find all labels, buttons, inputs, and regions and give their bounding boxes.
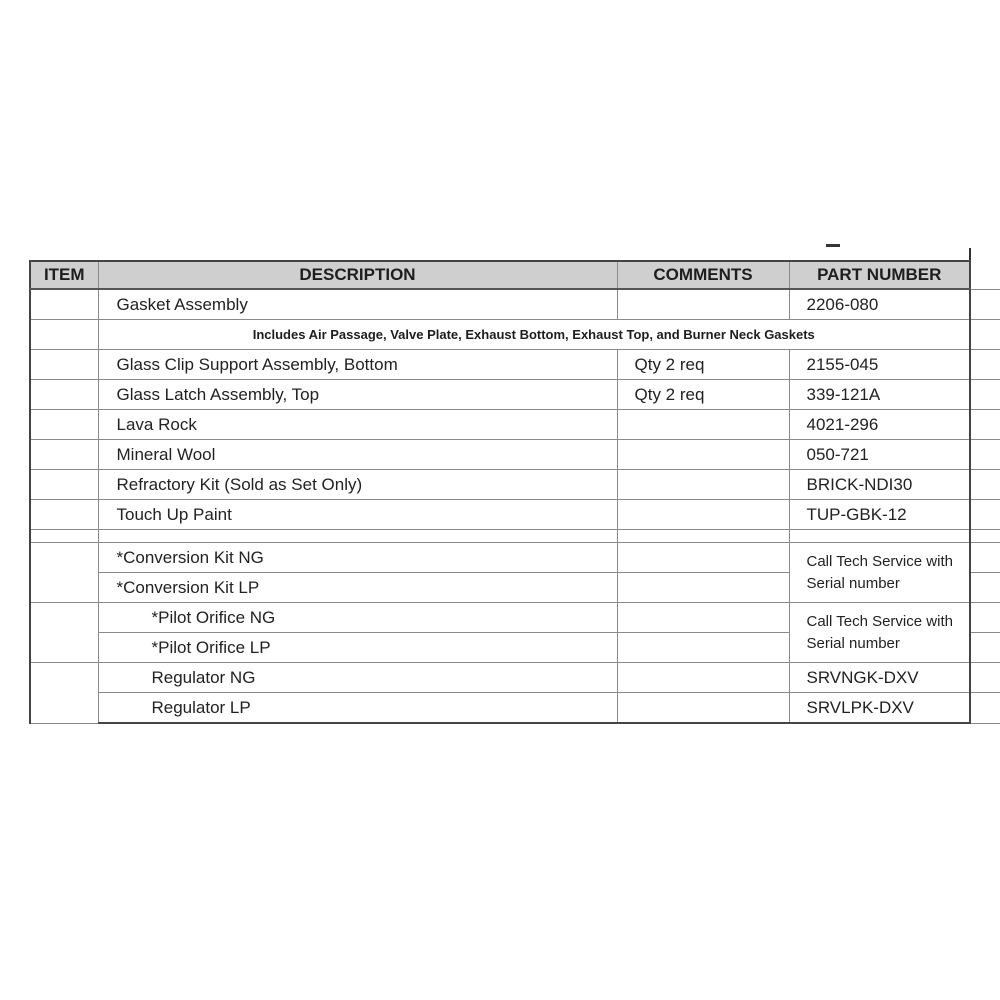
description-cell: *Pilot Orifice NG [98, 603, 617, 633]
header-tick-mark [826, 244, 840, 247]
table-row [30, 693, 1000, 724]
part-number-cell: 2206-080 [789, 289, 970, 320]
description-cell: Refractory Kit (Sold as Set Only) [98, 470, 617, 500]
table-tail-cell [970, 440, 1000, 470]
part-number-column-header: PART NUMBER [789, 261, 970, 289]
comments-cell [617, 693, 789, 724]
table-tail-cell [970, 663, 1000, 693]
table-tail-cell [970, 633, 1000, 663]
description-cell: Mineral Wool [98, 440, 617, 470]
description-cell: Touch Up Paint [98, 500, 617, 530]
item-cell [30, 410, 98, 440]
table-tail-cell [970, 289, 1000, 320]
table-tail-cell [970, 500, 1000, 530]
description-cell: Lava Rock [98, 410, 617, 440]
comments-cell [617, 543, 789, 573]
description-cell: *Conversion Kit LP [98, 573, 617, 603]
spacer-row [30, 530, 1000, 543]
description-cell: *Conversion Kit NG [98, 543, 617, 573]
part-number-cell: 2155-045 [789, 350, 970, 380]
table-row [30, 663, 1000, 693]
comments-cell [617, 410, 789, 440]
description-cell: Gasket Assembly [98, 289, 617, 320]
table-row [30, 350, 1000, 380]
table-row [30, 440, 1000, 470]
item-cell [30, 543, 98, 603]
comments-column-header: COMMENTS [617, 261, 789, 289]
part-number-cell: Call Tech Service with Serial number [789, 543, 970, 603]
comments-cell [617, 663, 789, 693]
description-cell: Regulator NG [98, 663, 617, 693]
gasket-includes-note: Includes Air Passage, Valve Plate, Exhaust Bottom, Exhaust Top, and Burner Neck Gaskets [98, 320, 970, 350]
comments-cell [617, 440, 789, 470]
part-number-cell: 050-721 [789, 440, 970, 470]
item-cell [30, 440, 98, 470]
item-cell [30, 470, 98, 500]
header-row [30, 261, 1000, 289]
table-tail-cell [970, 530, 1000, 543]
table-tail-cell [970, 350, 1000, 380]
table-row [30, 500, 1000, 530]
description-cell: Glass Latch Assembly, Top [98, 380, 617, 410]
part-number-cell: SRVNGK-DXV [789, 663, 970, 693]
part-number-cell: 4021-296 [789, 410, 970, 440]
comments-cell [617, 289, 789, 320]
item-cell [30, 320, 98, 350]
table-row-note [30, 320, 1000, 350]
comments-cell [617, 603, 789, 633]
item-column-header: ITEM [30, 261, 98, 289]
table-tail-cell [970, 693, 1000, 724]
comments-cell [617, 500, 789, 530]
description-column-header: DESCRIPTION [98, 261, 617, 289]
table-tail-cell [970, 320, 1000, 350]
comments-cell [617, 530, 789, 543]
table-tail-cell [970, 380, 1000, 410]
table-row [30, 380, 1000, 410]
table-tail-cell [970, 410, 1000, 440]
description-cell: Glass Clip Support Assembly, Bottom [98, 350, 617, 380]
item-cell [30, 663, 98, 724]
comments-cell [617, 633, 789, 663]
table-tail-cell [970, 573, 1000, 603]
table-row [30, 289, 1000, 320]
table-tail-cell [970, 543, 1000, 573]
table-row [30, 470, 1000, 500]
part-number-cell [789, 530, 970, 543]
item-cell [30, 350, 98, 380]
description-cell [98, 530, 617, 543]
table-row [30, 603, 1000, 633]
table-tail-cell [970, 470, 1000, 500]
part-number-cell: BRICK-NDI30 [789, 470, 970, 500]
table-tail-cell [970, 261, 1000, 289]
comments-cell: Qty 2 req [617, 350, 789, 380]
parts-table [29, 260, 1000, 724]
item-cell [30, 380, 98, 410]
item-cell [30, 603, 98, 663]
part-number-cell: TUP-GBK-12 [789, 500, 970, 530]
description-cell: *Pilot Orifice LP [98, 633, 617, 663]
item-cell [30, 500, 98, 530]
item-cell [30, 289, 98, 320]
table-row [30, 543, 1000, 573]
comments-cell [617, 470, 789, 500]
part-number-cell: 339-121A [789, 380, 970, 410]
part-number-cell: SRVLPK-DXV [789, 693, 970, 724]
table-row [30, 410, 1000, 440]
description-cell: Regulator LP [98, 693, 617, 724]
comments-cell: Qty 2 req [617, 380, 789, 410]
table-tail-cell [970, 603, 1000, 633]
item-cell [30, 530, 98, 543]
part-number-cell: Call Tech Service with Serial number [789, 603, 970, 663]
comments-cell [617, 573, 789, 603]
